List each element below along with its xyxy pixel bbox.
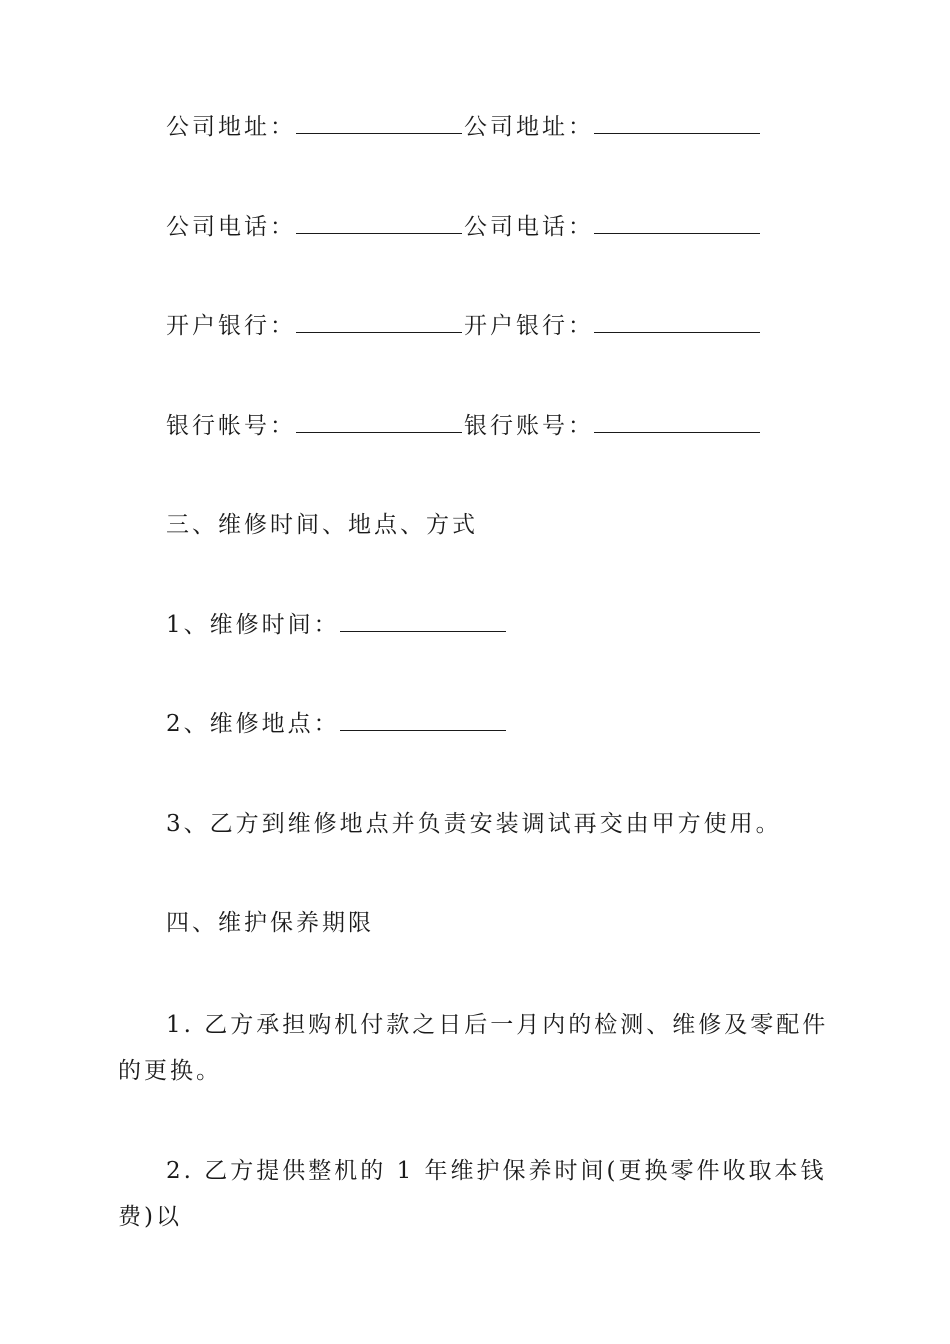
repair-location-row xyxy=(166,709,508,739)
repair-time-label: 1、维修时间： xyxy=(166,612,340,638)
bank-row xyxy=(166,311,762,341)
party-a-bank-label: 开户银行： xyxy=(166,313,296,339)
party-a-account-label: 银行帐号： xyxy=(166,413,296,439)
repair-time-row xyxy=(166,610,508,640)
party-b-phone-blank xyxy=(594,213,760,234)
party-a-bank-blank xyxy=(296,312,462,333)
phone-row xyxy=(166,212,762,242)
party-b-phone-label: 公司电话： xyxy=(464,214,594,240)
repair-method-text: 3、乙方到维修地点并负责安装调试再交由甲方使用。 xyxy=(166,811,782,837)
party-b-address-label: 公司地址： xyxy=(464,114,594,140)
party-a-address-blank xyxy=(296,113,462,134)
account-row xyxy=(166,411,762,441)
party-b-address-blank xyxy=(594,113,760,134)
maintenance-paragraph-1: 1. 乙方承担购机付款之日后一月内的检测、维修及零配件的更换。 xyxy=(118,1012,829,1084)
repair-time-blank xyxy=(340,611,506,632)
party-b-account-blank xyxy=(594,412,760,433)
party-a-phone-label: 公司电话： xyxy=(166,214,296,240)
party-a-address-label: 公司地址： xyxy=(166,114,296,140)
repair-location-label: 2、维修地点： xyxy=(166,711,340,737)
address-row xyxy=(166,112,762,142)
section3-heading: 三、维修时间、地点、方式 xyxy=(166,512,478,538)
party-b-bank-blank xyxy=(594,312,760,333)
party-b-account-label: 银行账号： xyxy=(464,413,594,439)
party-a-account-blank xyxy=(296,412,462,433)
section4-heading: 四、维护保养期限 xyxy=(166,910,374,936)
maintenance-paragraph-2: 2. 乙方提供整机的 1 年维护保养时间(更换零件收取本钱费)以 xyxy=(118,1158,827,1230)
party-a-phone-blank xyxy=(296,213,462,234)
party-b-bank-label: 开户银行： xyxy=(464,313,594,339)
repair-location-blank xyxy=(340,710,506,731)
